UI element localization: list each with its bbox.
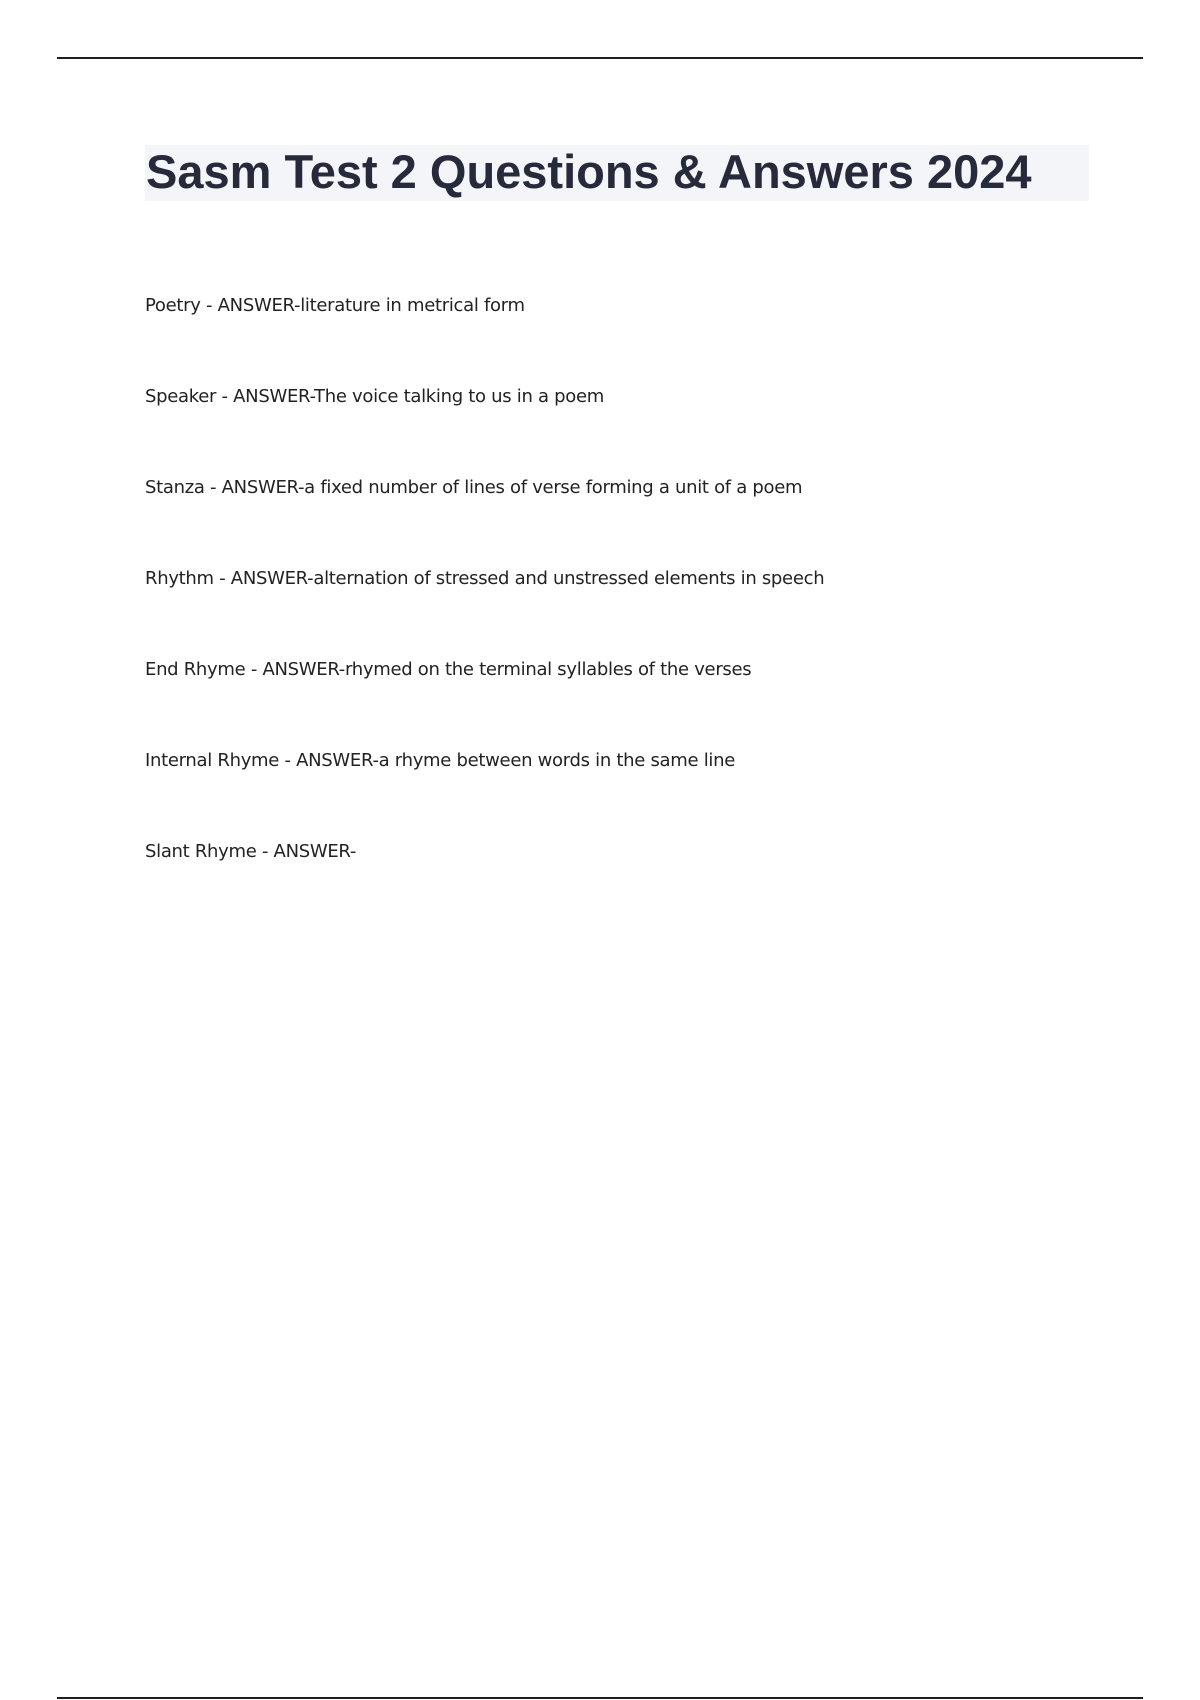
- qa-item: Stanza - ANSWER-a fixed number of lines of verse forming a unit of a poem: [145, 477, 803, 498]
- qa-item: Slant Rhyme - ANSWER-: [145, 841, 357, 862]
- qa-item: Internal Rhyme - ANSWER-a rhyme between words in the same line: [145, 750, 735, 771]
- qa-item: Rhythm - ANSWER-alternation of stressed and unstressed elements in speech: [145, 568, 825, 589]
- bottom-rule: [57, 1697, 1143, 1699]
- top-rule: [57, 57, 1143, 59]
- qa-item: Speaker - ANSWER-The voice talking to us in a poem: [145, 386, 605, 407]
- qa-item: End Rhyme - ANSWER-rhymed on the terminal syllables of the verses: [145, 659, 752, 680]
- document-title: Sasm Test 2 Questions & Answers 2024: [146, 145, 1032, 198]
- qa-list: [145, 292, 824, 929]
- qa-item: Poetry - ANSWER-literature in metrical form: [145, 295, 525, 316]
